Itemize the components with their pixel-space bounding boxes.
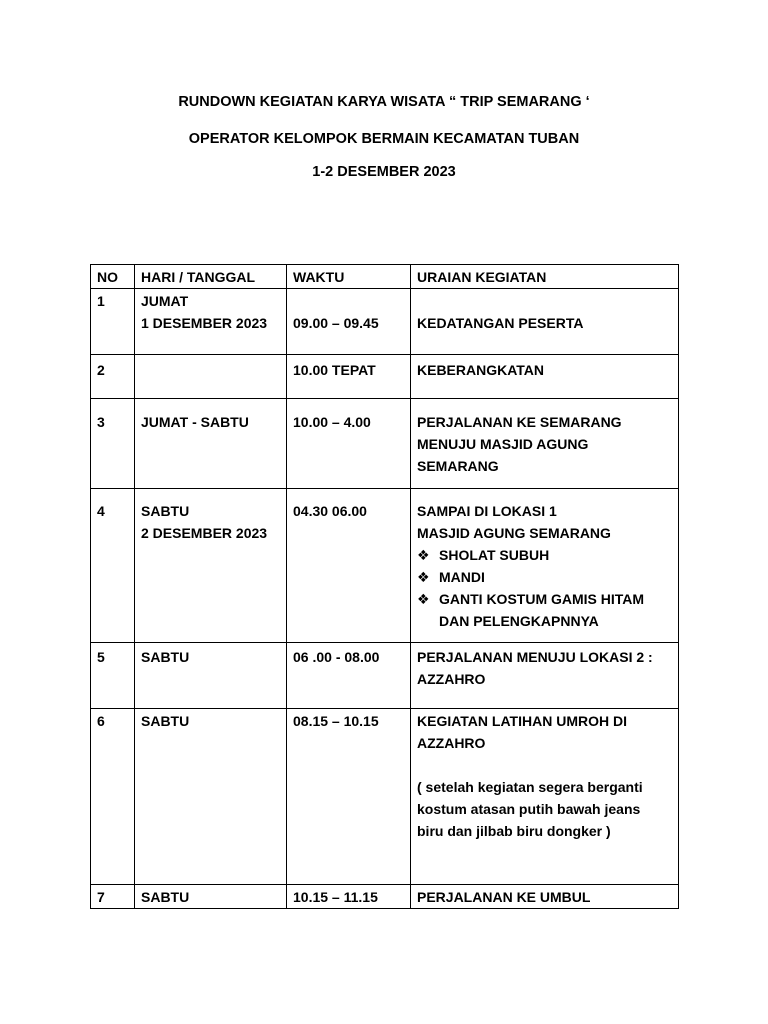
row-time: 10.15 – 11.15 — [287, 885, 411, 909]
row-time — [287, 289, 411, 355]
row-time: 10.00 TEPAT — [287, 355, 411, 399]
row-time: 08.15 – 10.15 — [287, 709, 411, 885]
row-no: 2 — [91, 355, 135, 399]
row-time: 06 .00 - 08.00 — [287, 643, 411, 709]
header-no: NO — [91, 265, 135, 289]
bullet-item — [417, 588, 672, 610]
table-row — [91, 489, 679, 643]
row-desc-line: AZZAHRO — [417, 735, 486, 751]
row-day-name: SABTU — [141, 503, 190, 519]
row-desc — [411, 489, 679, 643]
bullet-text: GANTI KOSTUM GAMIS HITAM — [439, 591, 645, 607]
diamond-bullet-icon: ❖ — [417, 547, 430, 563]
row-day-date: 1 DESEMBER 2023 — [141, 315, 268, 331]
table-row — [91, 355, 679, 399]
row-no: 6 — [91, 709, 135, 885]
table-row — [91, 885, 679, 909]
row-desc — [411, 399, 679, 489]
row-time: 04.30 06.00 — [287, 489, 411, 643]
table-row — [91, 289, 679, 355]
row-note-line: kostum atasan putih bawah jeans — [417, 801, 641, 817]
row-day: SABTU — [135, 885, 287, 909]
header-time: WAKTU — [287, 265, 411, 289]
document-subtitle: OPERATOR KELOMPOK BERMAIN KECAMATAN TUBAN — [188, 131, 580, 147]
row-note-line: biru dan jilbab biru dongker ) — [417, 823, 611, 839]
row-desc — [411, 709, 679, 885]
row-desc-line: SEMARANG — [417, 458, 499, 474]
document-title: RUNDOWN KEGIATAN KARYA WISATA “ TRIP SEMARANG ‘ — [178, 94, 590, 110]
row-desc — [411, 643, 679, 709]
header-day: HARI / TANGGAL — [135, 265, 287, 289]
row-day — [135, 289, 287, 355]
row-desc: KEBERANGKATAN — [411, 355, 679, 399]
bullet-item — [417, 544, 672, 566]
row-no: 1 — [91, 289, 135, 355]
bullet-continuation: DAN PELENGKAPNNYA — [439, 613, 599, 629]
row-no: 7 — [91, 885, 135, 909]
row-no: 4 — [91, 489, 135, 643]
diamond-bullet-icon: ❖ — [417, 569, 430, 585]
table-row — [91, 643, 679, 709]
table-header-row — [91, 265, 679, 289]
row-desc-line: PERJALANAN KE SEMARANG — [417, 414, 622, 430]
row-no: 5 — [91, 643, 135, 709]
row-day-name: JUMAT — [141, 293, 189, 309]
row-note-line: ( setelah kegiatan segera berganti — [417, 779, 643, 795]
header-description: URAIAN KEGIATAN — [411, 265, 679, 289]
bullet-text: MANDI — [439, 569, 485, 585]
row-no: 3 — [91, 399, 135, 489]
row-day — [135, 355, 287, 399]
row-desc-line: PERJALANAN MENUJU LOKASI 2 : — [417, 649, 653, 665]
row-day: JUMAT - SABTU — [135, 399, 287, 489]
row-day-date: 2 DESEMBER 2023 — [141, 525, 268, 541]
row-desc — [411, 289, 679, 355]
table-row — [91, 709, 679, 885]
row-desc-line: MENUJU MASJID AGUNG — [417, 436, 589, 452]
table-row — [91, 399, 679, 489]
bullet-text: SHOLAT SUBUH — [439, 547, 550, 563]
row-desc-line: KEGIATAN LATIHAN UMROH DI — [417, 713, 627, 729]
rundown-table — [90, 264, 679, 909]
row-time: 10.00 – 4.00 — [287, 399, 411, 489]
row-desc-line: SAMPAI DI LOKASI 1 — [417, 503, 557, 519]
row-desc-text: KEDATANGAN PESERTA — [417, 315, 584, 331]
row-day: SABTU — [135, 643, 287, 709]
document-date: 1-2 DESEMBER 2023 — [312, 164, 456, 180]
row-time-text: 09.00 – 09.45 — [293, 315, 379, 331]
bullet-item — [417, 566, 672, 588]
diamond-bullet-icon: ❖ — [417, 591, 430, 607]
row-day — [135, 489, 287, 643]
row-desc: PERJALANAN KE UMBUL — [411, 885, 679, 909]
row-day: SABTU — [135, 709, 287, 885]
row-desc-line: AZZAHRO — [417, 671, 486, 687]
row-desc-line: MASJID AGUNG SEMARANG — [417, 525, 611, 541]
